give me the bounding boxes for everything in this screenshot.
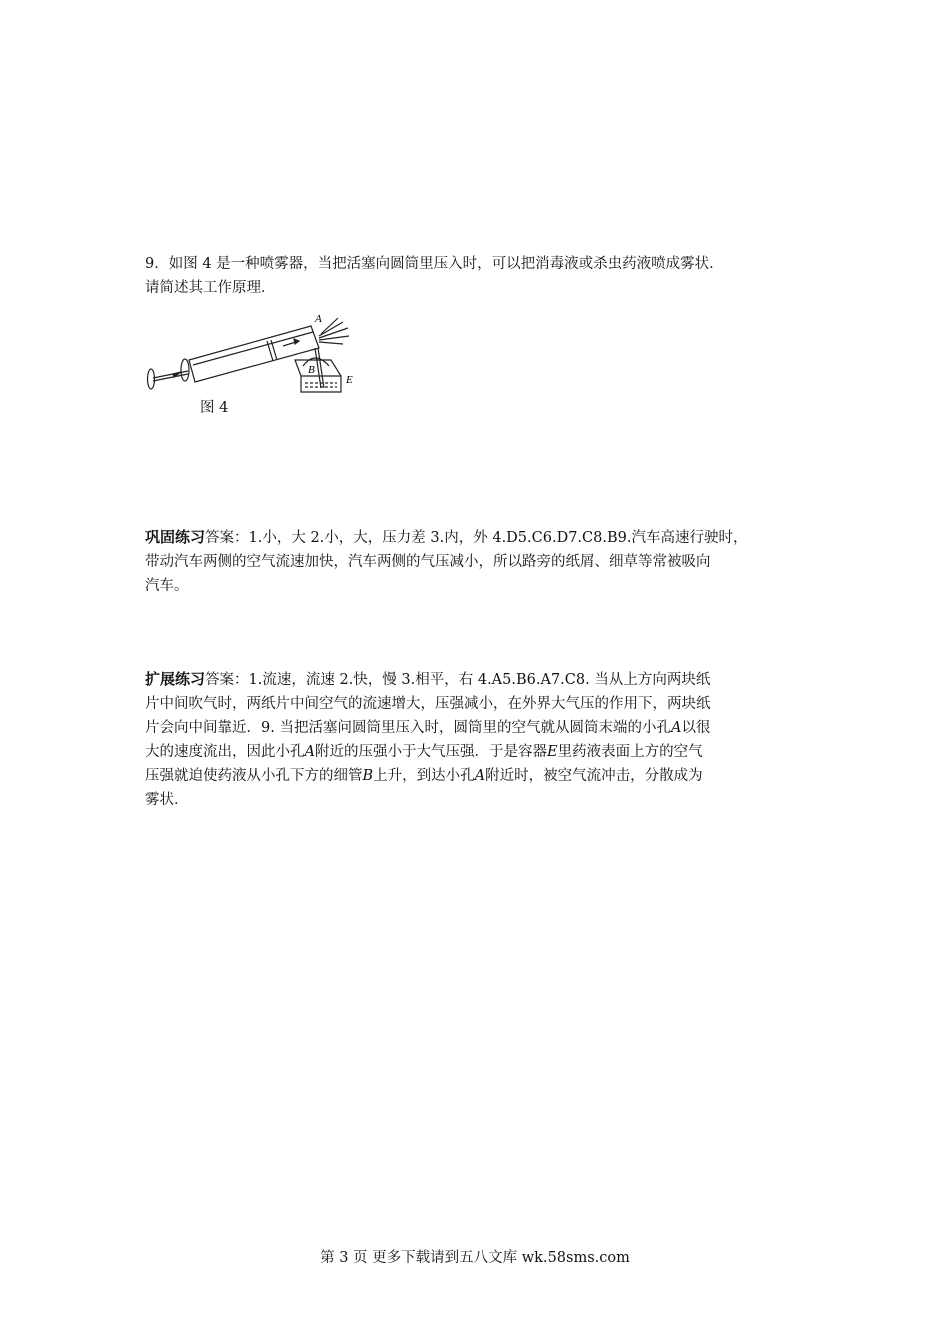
answer-extension-line-6: 雾状． (145, 792, 189, 808)
figure-caption: 图 4 (200, 400, 229, 416)
answer-extension-line-4-text: 大的速度流出，因此小孔 (145, 744, 305, 760)
variable-e: E (546, 744, 558, 760)
answer-extension-line-5 (145, 764, 825, 788)
variable-a: A (670, 720, 682, 736)
variable-b: B (362, 768, 374, 784)
answer-consolidation-line-2: 带动汽车两侧的空气流速加快，汽车两侧的气压减小，所以路旁的纸屑、细草等常被吸向 (145, 554, 711, 570)
sprayer-figure (143, 308, 373, 418)
container-dome (303, 358, 329, 366)
answer-extension-line-2: 片中间吹气时，两纸片中间空气的流速增大，压强减小，在外界大气压的作用下，两块纸 (145, 696, 711, 712)
handle-knob (148, 369, 155, 389)
answer-extension-line-4 (145, 740, 825, 764)
variable-a: A (304, 744, 315, 760)
answer-extension-line-4-mid: 附近的压强小于大气压强．于是容器 (314, 744, 547, 760)
question-9-line-2: 请简述其工作原理． (145, 280, 276, 296)
answer-extension-line-3 (145, 716, 825, 740)
answer-extension (145, 667, 825, 812)
page-footer: 第 3 页 更多下载请到五八文库 wk.58sms.com (320, 1250, 630, 1266)
answer-extension-line-5-mid: 上升，到达小孔 (373, 768, 475, 784)
answer-extension-heading: 扩展练习 (145, 670, 206, 688)
variable-a: A (474, 768, 486, 784)
cylinder-end-cap (181, 359, 189, 381)
spray-line (319, 342, 343, 344)
label-a: A (315, 313, 322, 325)
answer-extension-line-3-text: 片会向中间靠近．9. 当把活塞问圆筒里压入时，圆筒里的空气就从圆筒末端的小孔 (145, 720, 671, 736)
answer-consolidation-heading: 巩固练习 (145, 528, 206, 546)
label-b: B (308, 364, 315, 376)
answer-extension-line-5-tail: 附近时，被空气流冲击，分散成为 (485, 768, 703, 784)
tube-b-edge (318, 348, 324, 388)
answer-extension-line-3-tail: 以很 (681, 720, 711, 736)
answer-extension-line-5-text: 压强就迫使药液从小孔下方的细管 (145, 768, 363, 784)
answer-consolidation (145, 525, 825, 598)
question-9-line-1: 9．如图 4 是一种喷雾器，当把活塞向圆筒里压入时，可以把消毒液或杀虫药液喷成雾状． (145, 256, 724, 272)
answer-consolidation-line-3: 汽车。 (145, 578, 189, 594)
sprayer-diagram (143, 308, 373, 418)
answer-extension-line-4-tail: 里药液表面上方的空气 (557, 744, 703, 760)
label-e: E (346, 374, 353, 386)
tube-b (315, 348, 321, 388)
air-flow-arrowhead-icon (294, 339, 299, 344)
answer-consolidation-line-1: 答案：1.小，大 2.小，大，压力差 3.内，外 4.D5.C6.D7.C8.B9.汽车高速行驶时， (205, 530, 748, 546)
question-9 (145, 252, 825, 300)
answer-extension-line-1: 答案：1.流速，流速 2.快，慢 3.相平，右 4.A5.B6.A7.C8. 当从上方向两块纸 (205, 672, 711, 688)
